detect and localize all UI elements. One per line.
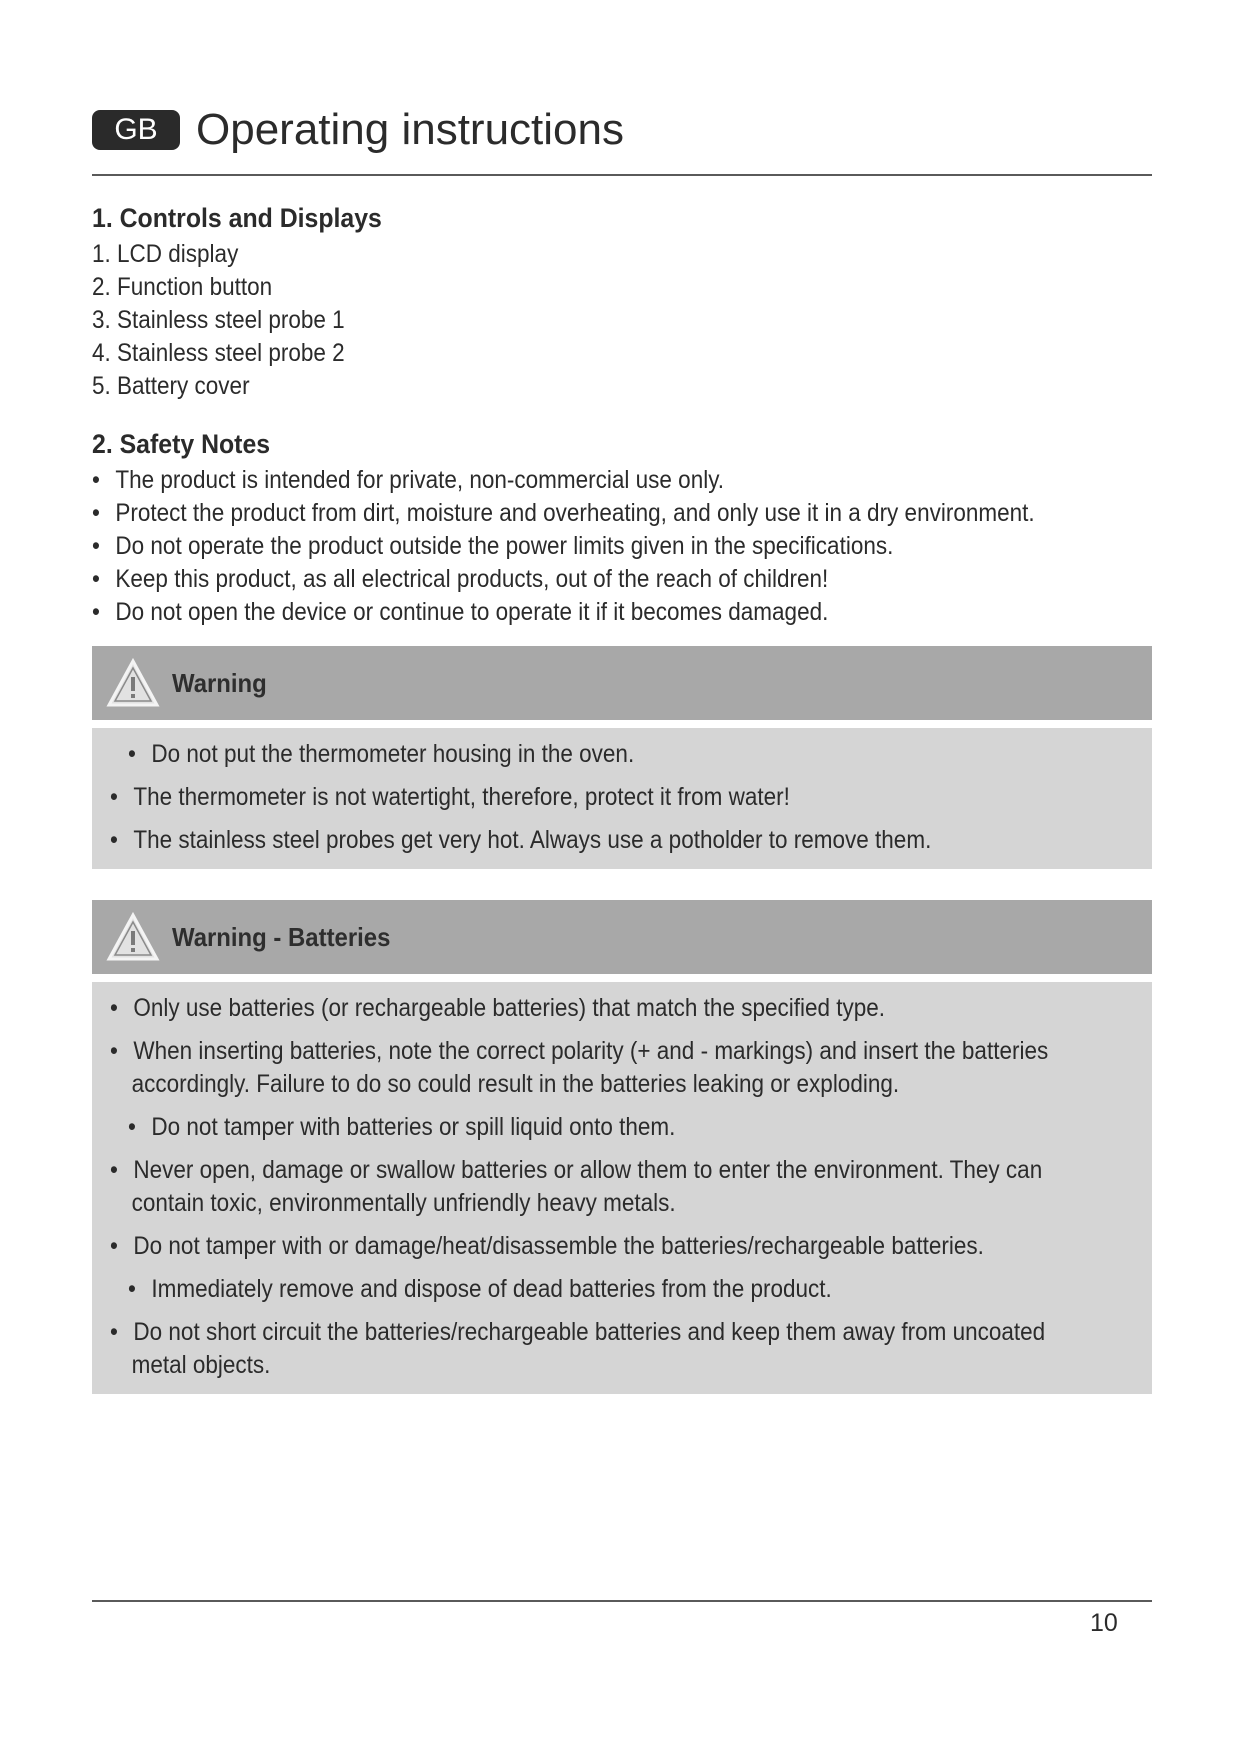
warning-box <box>92 646 1152 869</box>
controls-list <box>92 238 1152 403</box>
controls-heading: 1. Controls and Displays <box>92 203 382 233</box>
warning-header <box>92 646 1152 720</box>
warning-body <box>92 728 1152 869</box>
warning-item: • The thermometer is not watertight, therefore, protect it from water! <box>92 781 1046 814</box>
battery-warning-continuation: accordingly. Failure to do so could result in the batteries leaking or exploding. <box>131 1070 900 1098</box>
battery-warning-continuation: metal objects. <box>131 1351 271 1379</box>
controls-item: 5. Battery cover <box>92 372 250 400</box>
warning-batteries-header <box>92 900 1152 974</box>
safety-heading: 2. Safety Notes <box>92 429 271 459</box>
safety-item: • Keep this product, as all electrical products, out of the reach of children! <box>92 563 1046 596</box>
warning-batteries-body <box>92 982 1152 1394</box>
controls-item: 3. Stainless steel probe 1 <box>92 306 345 334</box>
warning-triangle-icon <box>106 912 160 962</box>
page-header <box>92 104 1152 176</box>
battery-warning-item: • Never open, damage or swallow batteries or allow them to enter the environment. They can <box>92 1154 1046 1187</box>
battery-warning-item: • When inserting batteries, note the correct polarity (+ and - markings) and insert the batteries <box>92 1035 1046 1068</box>
controls-item: 1. LCD display <box>92 240 239 268</box>
controls-section <box>92 200 1152 403</box>
safety-list <box>92 464 1152 629</box>
warning-batteries-title: Warning - Batteries <box>172 922 391 952</box>
page-title: Operating instructions <box>196 105 624 154</box>
safety-item: • Protect the product from dirt, moisture and overheating, and only use it in a dry environment. <box>92 497 1046 530</box>
safety-item: • The product is intended for private, non-commercial use only. <box>92 464 1046 497</box>
warning-item: • The stainless steel probes get very hot. Always use a potholder to remove them. <box>92 824 1046 857</box>
battery-warning-item: • Immediately remove and dispose of dead batteries from the product. <box>92 1273 1046 1306</box>
battery-warning-item: • Do not short circuit the batteries/rechargeable batteries and keep them away from uncoated <box>92 1316 1046 1349</box>
battery-warning-item: • Do not tamper with or damage/heat/disassemble the batteries/rechargeable batteries. <box>92 1230 1046 1263</box>
footer-rule <box>92 1600 1152 1602</box>
battery-warning-continuation: contain toxic, environmentally unfriendly heavy metals. <box>131 1189 676 1217</box>
safety-item: • Do not open the device or continue to operate it if it becomes damaged. <box>92 596 1046 629</box>
warning-item: • Do not put the thermometer housing in the oven. <box>92 738 1046 771</box>
language-badge: GB <box>92 110 180 150</box>
safety-section <box>92 426 1152 629</box>
page-number: 10 <box>1090 1609 1118 1637</box>
controls-item: 2. Function button <box>92 273 273 301</box>
warning-batteries-box <box>92 900 1152 1394</box>
safety-item: • Do not operate the product outside the power limits given in the specifications. <box>92 530 1046 563</box>
warning-title: Warning <box>172 668 267 698</box>
warning-triangle-icon <box>106 658 160 708</box>
battery-warning-item: • Do not tamper with batteries or spill liquid onto them. <box>92 1111 1046 1144</box>
controls-item: 4. Stainless steel probe 2 <box>92 339 345 367</box>
battery-warning-item: • Only use batteries (or rechargeable batteries) that match the specified type. <box>92 992 1046 1025</box>
